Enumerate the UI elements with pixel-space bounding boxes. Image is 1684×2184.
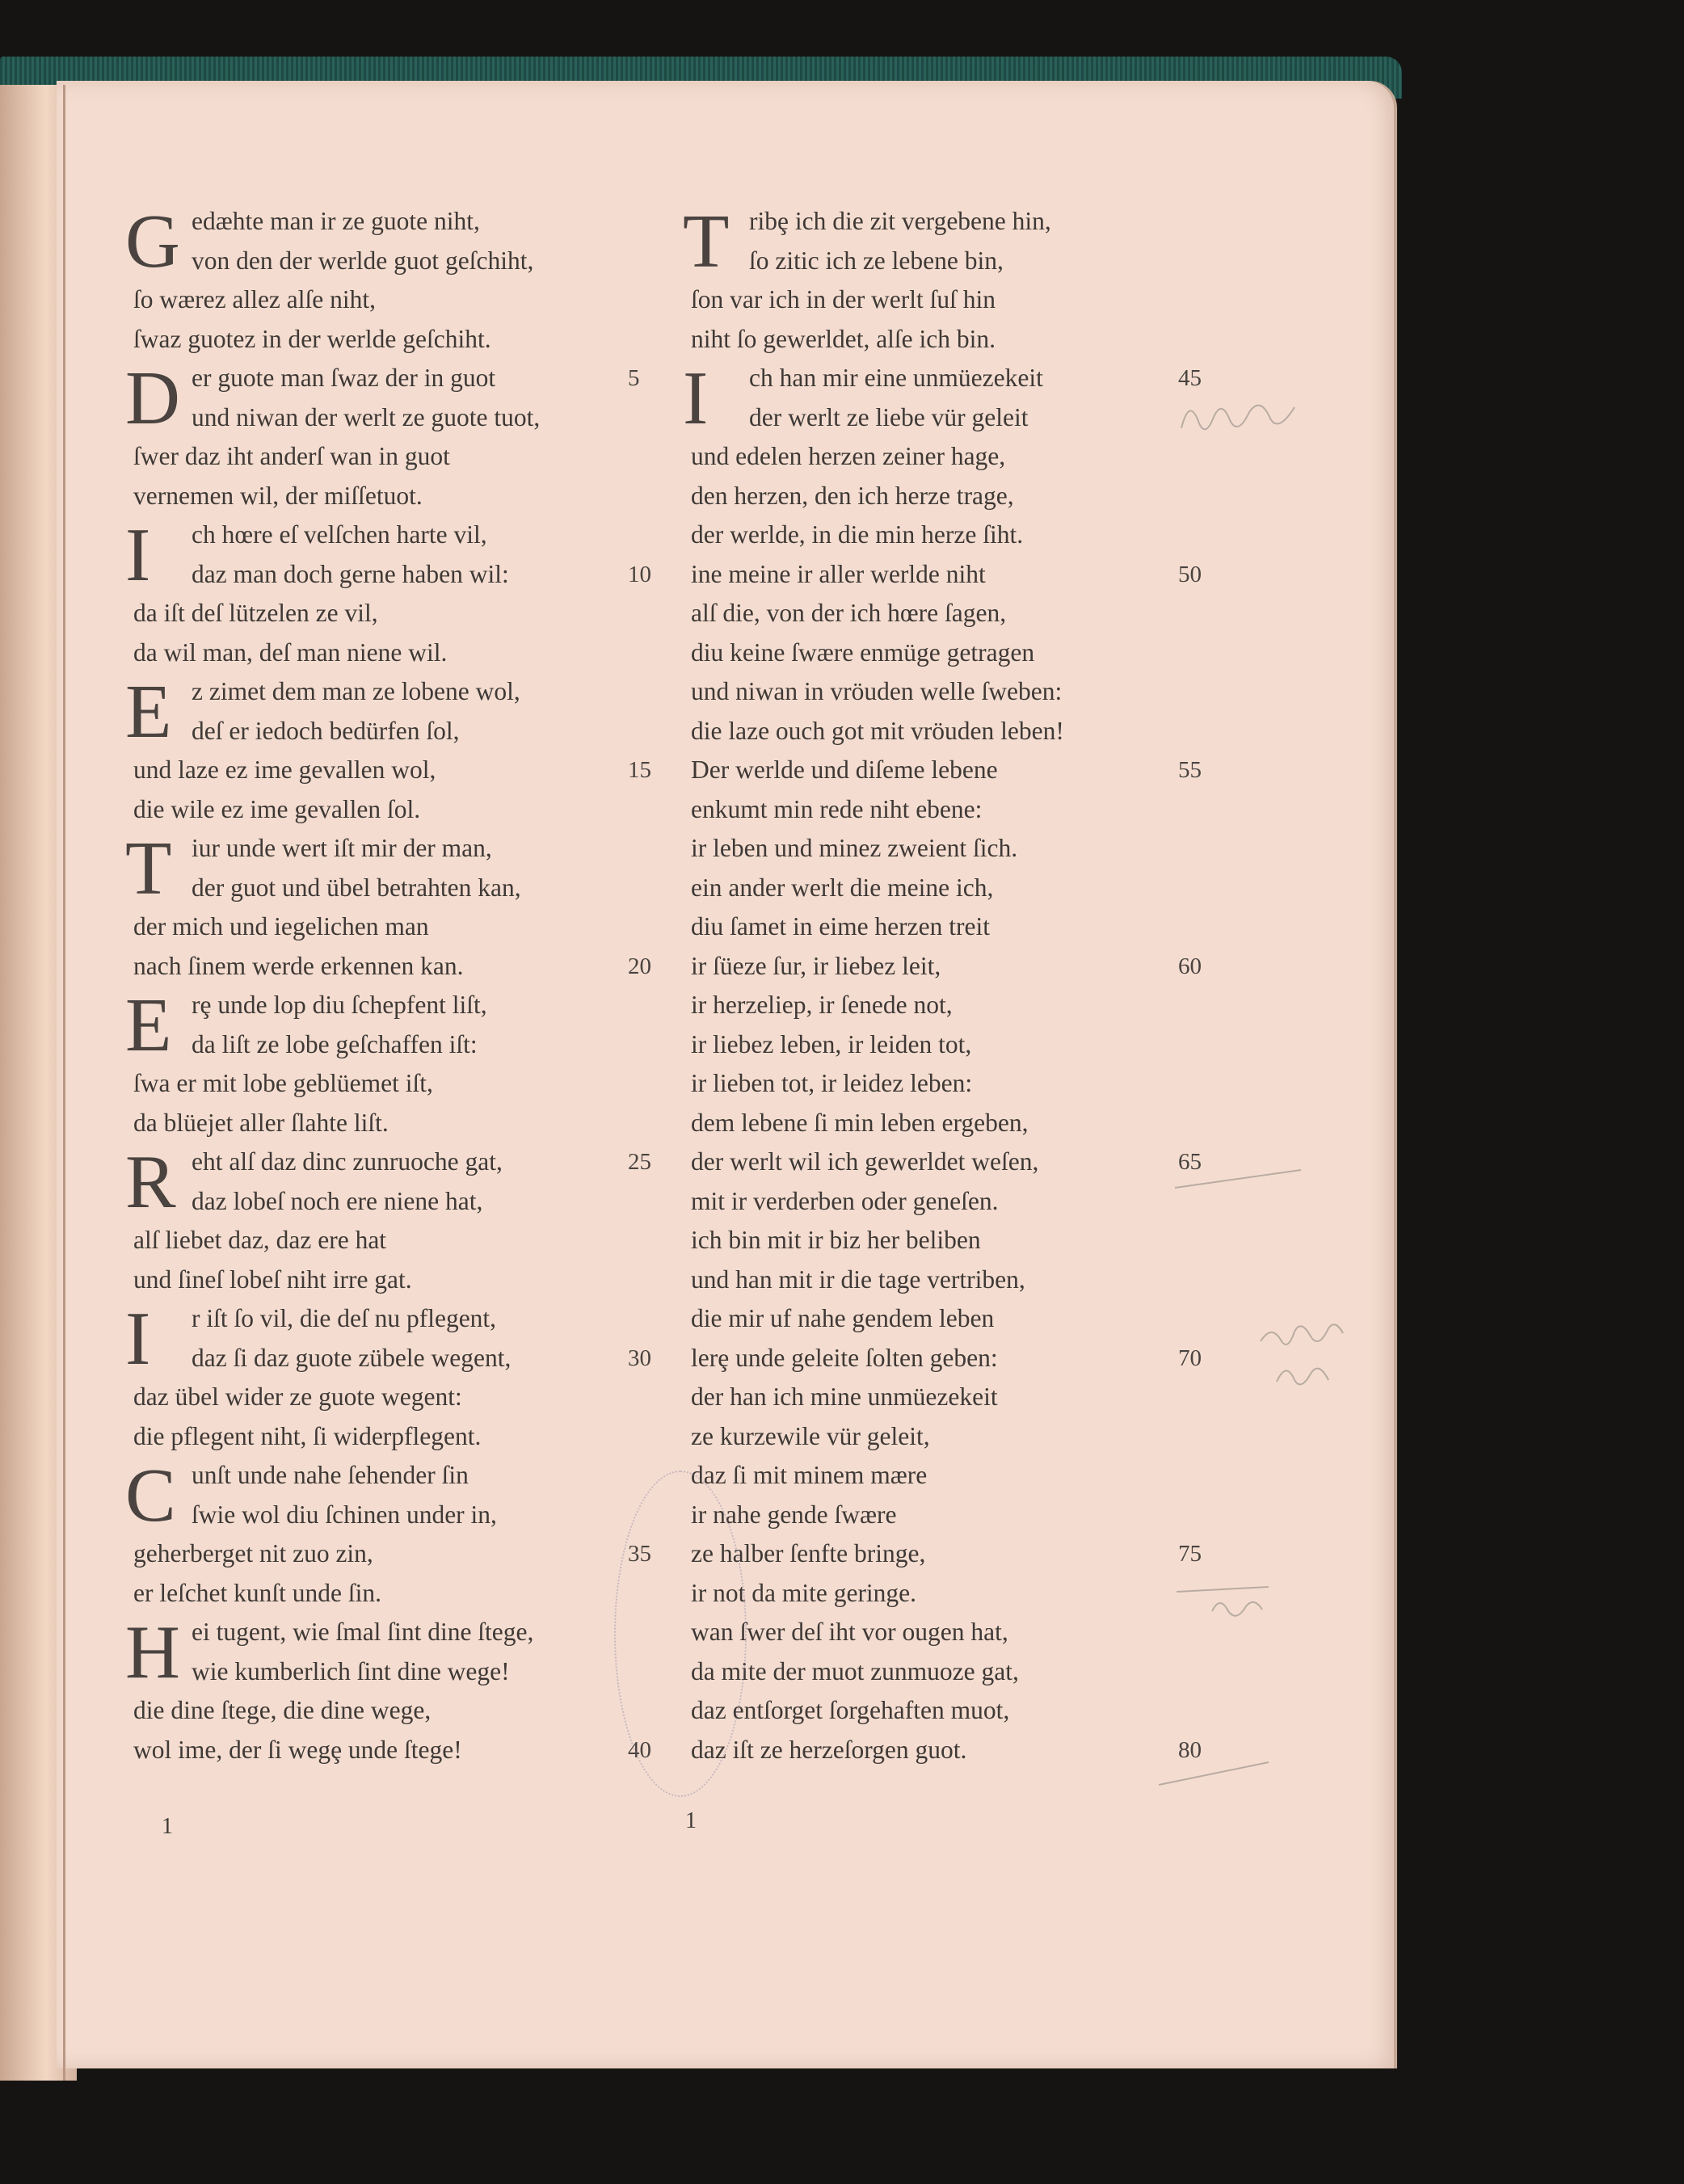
verse-line bbox=[691, 1339, 1224, 1378]
verse-text: da wil man, deſ man niene wil. bbox=[133, 638, 448, 667]
verse-text: rȩ unde lop diu ſchepfent liſt, bbox=[192, 991, 487, 1019]
verse-line bbox=[691, 477, 1224, 516]
verse-text: wol ime, der ſi wegȩ unde ſtege! bbox=[133, 1735, 462, 1764]
verse-text: r iſt ſo vil, die deſ nu pflegent, bbox=[192, 1304, 497, 1332]
verse-line bbox=[691, 947, 1224, 987]
drop-initial: G bbox=[125, 200, 180, 284]
line-number: 10 bbox=[628, 561, 651, 587]
verse-line bbox=[691, 1731, 1224, 1770]
verse-line bbox=[691, 1064, 1224, 1104]
verse-text: der werlt ze liebe vür geleit bbox=[749, 402, 1029, 431]
verse-text: ir nahe gende ſwære bbox=[691, 1500, 897, 1529]
verse-text: deſ er iedoch bedürfen ſol, bbox=[192, 716, 460, 745]
verse-line bbox=[133, 1731, 699, 1770]
verse-line bbox=[691, 907, 1224, 947]
verse-text: die dine ſtege, die dine wege, bbox=[133, 1696, 432, 1724]
verse-line bbox=[691, 633, 1224, 673]
right-column bbox=[683, 200, 1224, 1770]
verse-text: ir lieben tot, ir leidez leben: bbox=[691, 1069, 973, 1097]
verse-text: ir leben und minez zweient ſich. bbox=[691, 834, 1018, 862]
verse-line bbox=[691, 1221, 1224, 1260]
verse-line bbox=[133, 555, 699, 595]
verse-text: alſ liebet daz, daz ere hat bbox=[133, 1226, 387, 1254]
verse-text: ir not da mite geringe. bbox=[691, 1578, 917, 1607]
verse-line bbox=[133, 1221, 699, 1260]
stanza bbox=[683, 200, 1224, 359]
verse-text: und ſineſ lobeſ niht irre gat. bbox=[133, 1265, 412, 1294]
verse-text: ir ſüeze ſur, ir liebez leit, bbox=[691, 951, 941, 980]
line-number: 45 bbox=[1178, 365, 1202, 391]
verse-line bbox=[133, 398, 699, 438]
verse-text: nach ſinem werde erkennen kan. bbox=[133, 951, 464, 980]
verse-text: die wile ez ime gevallen ſol. bbox=[133, 794, 421, 823]
verse-line bbox=[691, 1299, 1224, 1339]
verse-line bbox=[691, 1142, 1224, 1182]
drop-initial: E bbox=[125, 983, 172, 1067]
verse-line bbox=[133, 594, 699, 633]
verse-text: der mich und iegelichen man bbox=[133, 912, 429, 941]
verse-text: und niwan in vröuden welle ſweben: bbox=[691, 677, 1063, 705]
line-number: 65 bbox=[1178, 1149, 1202, 1175]
verse-text: ir liebez leben, ir leiden tot, bbox=[691, 1029, 972, 1058]
verse-text: ch hœre eſ velſchen harte vil, bbox=[192, 520, 487, 549]
verse-line bbox=[133, 1378, 699, 1417]
verse-text: mit ir verderben oder geneſen. bbox=[691, 1186, 999, 1215]
verse-text: da mite der muot zunmuoze gat, bbox=[691, 1656, 1019, 1685]
left-column bbox=[125, 200, 699, 1770]
verse-text: iur unde wert iſt mir der man, bbox=[192, 834, 492, 862]
verse-text: ein ander werlt die meine ich, bbox=[691, 873, 994, 902]
verse-text: der han ich mine unmüezekeit bbox=[691, 1382, 998, 1411]
drop-initial: I bbox=[125, 1297, 151, 1381]
verse-line bbox=[691, 398, 1224, 438]
verse-text: daz man doch gerne haben wil: bbox=[192, 559, 509, 588]
verse-text: von den der werlde guot geſchiht, bbox=[192, 246, 534, 275]
verse-text: er leſchet kunſt unde ſin. bbox=[133, 1578, 382, 1607]
stanza bbox=[125, 983, 699, 1142]
verse-text: enkumt min rede niht ebene: bbox=[691, 794, 983, 823]
verse-text: ei tugent, wie ſmal ſint dine ſtege, bbox=[192, 1618, 534, 1646]
verse-line bbox=[691, 437, 1224, 477]
line-number: 30 bbox=[628, 1344, 651, 1371]
paper-stain bbox=[614, 1471, 747, 1797]
verse-line bbox=[691, 515, 1224, 555]
stanza bbox=[125, 356, 699, 515]
stanza bbox=[683, 356, 1224, 1770]
verse-line bbox=[691, 1496, 1224, 1535]
verse-line bbox=[691, 1260, 1224, 1300]
verse-text: ze kurzewile vür geleit, bbox=[691, 1421, 930, 1450]
verse-text: diu keine ſwære enmüge getragen bbox=[691, 638, 1035, 667]
verse-text: die laze ouch got mit vröuden leben! bbox=[691, 716, 1064, 745]
verse-line bbox=[691, 1104, 1224, 1143]
verse-text: ribȩ ich die zit vergebene hin, bbox=[749, 207, 1051, 235]
verse-line bbox=[133, 359, 699, 398]
verse-text: ich bin mit ir biz her beliben bbox=[691, 1226, 981, 1254]
verse-text: da blüejet aller ſlahte liſt. bbox=[133, 1108, 389, 1137]
line-number: 35 bbox=[628, 1541, 651, 1567]
verse-text: der werlt wil ich gewerldet weſen, bbox=[691, 1147, 1039, 1176]
verse-text: und edelen herzen zeiner hage, bbox=[691, 442, 1006, 470]
verse-line bbox=[691, 986, 1224, 1025]
drop-initial: I bbox=[125, 513, 151, 597]
verse-line bbox=[133, 633, 699, 673]
verse-line bbox=[133, 907, 699, 947]
verse-line bbox=[691, 594, 1224, 633]
drop-initial: H bbox=[125, 1610, 180, 1694]
verse-text: unſt unde nahe ſehender ſin bbox=[192, 1461, 469, 1489]
verse-line bbox=[691, 320, 1224, 360]
verse-line bbox=[691, 280, 1224, 320]
verse-line bbox=[691, 672, 1224, 712]
verse-line bbox=[691, 1652, 1224, 1692]
verse-line bbox=[133, 790, 699, 830]
stanza bbox=[125, 200, 699, 359]
verse-text: die pflegent niht, ſi widerpflegent. bbox=[133, 1421, 482, 1450]
verse-line bbox=[133, 986, 699, 1025]
verse-text: ine meine ir aller werlde niht bbox=[691, 559, 986, 588]
stanza bbox=[125, 827, 699, 986]
verse-line bbox=[133, 1417, 699, 1457]
stanza bbox=[125, 1140, 699, 1299]
verse-line bbox=[133, 202, 699, 242]
verse-text: ſwaz guotez in der werlde geſchiht. bbox=[133, 324, 491, 353]
drop-initial: E bbox=[125, 670, 172, 754]
verse-line bbox=[133, 1339, 699, 1378]
verse-text: dem lebene ſi min leben ergeben, bbox=[691, 1108, 1029, 1137]
verse-line bbox=[691, 1613, 1224, 1652]
verse-line bbox=[691, 202, 1224, 242]
verse-text: daz übel wider ze guote wegent: bbox=[133, 1382, 462, 1411]
verse-line bbox=[133, 1534, 699, 1574]
line-number: 15 bbox=[628, 757, 651, 783]
drop-initial: D bbox=[125, 356, 180, 440]
verse-line bbox=[691, 712, 1224, 751]
verse-text: ſo wærez allez alſe niht, bbox=[133, 285, 377, 314]
verse-text: da iſt deſ lützelen ze vil, bbox=[133, 599, 378, 627]
verse-line bbox=[691, 1417, 1224, 1457]
verse-text: den herzen, den ich herze trage, bbox=[691, 481, 1014, 510]
verse-text: daz iſt ze herzeſorgen guot. bbox=[691, 1735, 967, 1764]
verse-line bbox=[691, 869, 1224, 908]
verse-text: ſo zitic ich ze lebene bin, bbox=[749, 246, 1004, 275]
stanza bbox=[125, 670, 699, 829]
verse-line bbox=[133, 437, 699, 477]
verse-text: diu ſamet in eime herzen treit bbox=[691, 912, 990, 941]
verse-text: z zimet dem man ze lobene wol, bbox=[192, 677, 520, 705]
verse-text: daz entſorget ſorgehaften muot, bbox=[691, 1696, 1010, 1724]
verse-line bbox=[691, 359, 1224, 398]
verse-line bbox=[133, 1574, 699, 1614]
verse-text: wie kumberlich ſint dine wege! bbox=[192, 1656, 510, 1685]
verse-line bbox=[691, 1534, 1224, 1574]
verse-line bbox=[133, 1299, 699, 1339]
verse-text: ir herzeliep, ir ſenede not, bbox=[691, 991, 953, 1019]
line-number: 50 bbox=[1178, 561, 1202, 587]
line-number: 55 bbox=[1178, 757, 1202, 783]
verse-text: daz lobeſ noch ere niene hat, bbox=[192, 1186, 483, 1215]
drop-initial: R bbox=[125, 1140, 176, 1224]
verse-line bbox=[133, 320, 699, 360]
verse-line bbox=[133, 1456, 699, 1496]
verse-line bbox=[133, 672, 699, 712]
verse-line bbox=[133, 1691, 699, 1731]
verse-line bbox=[133, 1064, 699, 1104]
verse-text: wan ſwer deſ iht vor ougen hat, bbox=[691, 1618, 1008, 1646]
verse-text: da liſt ze lobe geſchaffen iſt: bbox=[192, 1029, 478, 1058]
verse-line bbox=[133, 1182, 699, 1222]
drop-initial: T bbox=[125, 827, 172, 911]
verse-line bbox=[691, 1691, 1224, 1731]
line-number: 60 bbox=[1178, 953, 1202, 979]
verse-line bbox=[133, 829, 699, 869]
verse-text: niht ſo gewerldet, alſe ich bin. bbox=[691, 324, 996, 353]
verse-line bbox=[691, 555, 1224, 595]
verse-text: und han mit ir die tage vertriben, bbox=[691, 1265, 1025, 1294]
verse-text: die mir uf nahe gendem leben bbox=[691, 1304, 995, 1332]
verse-text: ze halber ſenfte bringe, bbox=[691, 1539, 926, 1568]
verse-line bbox=[133, 869, 699, 908]
verse-text: vernemen wil, der miſſetuot. bbox=[133, 481, 423, 510]
verse-line bbox=[133, 242, 699, 281]
verse-text: ſwie wol diu ſchinen under in, bbox=[192, 1500, 497, 1529]
line-number: 40 bbox=[628, 1736, 651, 1763]
verse-line bbox=[133, 1025, 699, 1065]
line-number: 70 bbox=[1178, 1344, 1202, 1371]
verse-text: lerȩ unde geleite ſolten geben: bbox=[691, 1343, 998, 1372]
drop-initial: C bbox=[125, 1454, 176, 1538]
stanza bbox=[125, 1454, 699, 1613]
verse-line bbox=[133, 1104, 699, 1143]
verse-text: geherberget nit zuo zin, bbox=[133, 1539, 373, 1568]
stanza bbox=[125, 513, 699, 672]
line-number: 75 bbox=[1178, 1541, 1202, 1567]
verse-text: daz ſi mit minem mære bbox=[691, 1461, 928, 1489]
verse-line bbox=[133, 280, 699, 320]
drop-initial: T bbox=[683, 200, 730, 284]
verse-text: daz ſi daz guote zübele wegent, bbox=[192, 1343, 512, 1372]
verse-line bbox=[691, 829, 1224, 869]
verse-text: Der werlde und diſeme lebene bbox=[691, 755, 998, 784]
verse-line bbox=[133, 1496, 699, 1535]
verse-text: eht alſ daz dinc zunruoche gat, bbox=[192, 1147, 503, 1176]
line-number: 5 bbox=[628, 365, 640, 391]
verse-line bbox=[133, 712, 699, 751]
verse-text: ſwa er mit lobe geblüemet iſt, bbox=[133, 1069, 433, 1097]
verse-line bbox=[691, 1378, 1224, 1417]
gutter-line bbox=[63, 85, 65, 2081]
verse-line bbox=[133, 1260, 699, 1300]
verse-line bbox=[133, 1142, 699, 1182]
verse-text: ſwer daz iht anderſ wan in guot bbox=[133, 442, 450, 470]
verse-line bbox=[133, 947, 699, 987]
page-number-left: 1 bbox=[162, 1814, 173, 1839]
page-number-right: 1 bbox=[685, 1808, 697, 1833]
verse-text: und niwan der werlt ze guote tuot, bbox=[192, 402, 541, 431]
drop-initial: I bbox=[683, 356, 709, 440]
verse-line bbox=[133, 751, 699, 790]
line-number: 80 bbox=[1178, 1736, 1202, 1763]
verse-text: und laze ez ime gevallen wol, bbox=[133, 755, 436, 784]
verse-line bbox=[133, 477, 699, 516]
verse-line bbox=[691, 1182, 1224, 1222]
verse-line bbox=[691, 242, 1224, 281]
verse-line bbox=[133, 515, 699, 555]
verse-text: er guote man ſwaz der in guot bbox=[192, 364, 496, 392]
verse-text: der werlde, in die min herze ſiht. bbox=[691, 520, 1024, 549]
line-number: 20 bbox=[628, 953, 651, 979]
verse-line bbox=[691, 1025, 1224, 1065]
verse-text: der guot und übel betrahten kan, bbox=[192, 873, 521, 902]
verse-line bbox=[691, 790, 1224, 830]
verse-text: edæhte man ir ze guote niht, bbox=[192, 207, 480, 235]
verse-text: ch han mir eine unmüezekeit bbox=[749, 364, 1043, 392]
stanza bbox=[125, 1297, 699, 1456]
verse-text: alſ die, von der ich hœre ſagen, bbox=[691, 599, 1007, 627]
line-number: 25 bbox=[628, 1149, 651, 1175]
verse-line bbox=[691, 1456, 1224, 1496]
verse-line bbox=[691, 751, 1224, 790]
verse-text: ſon var ich in der werlt ſuſ hin bbox=[691, 285, 996, 314]
verse-line bbox=[691, 1574, 1224, 1614]
